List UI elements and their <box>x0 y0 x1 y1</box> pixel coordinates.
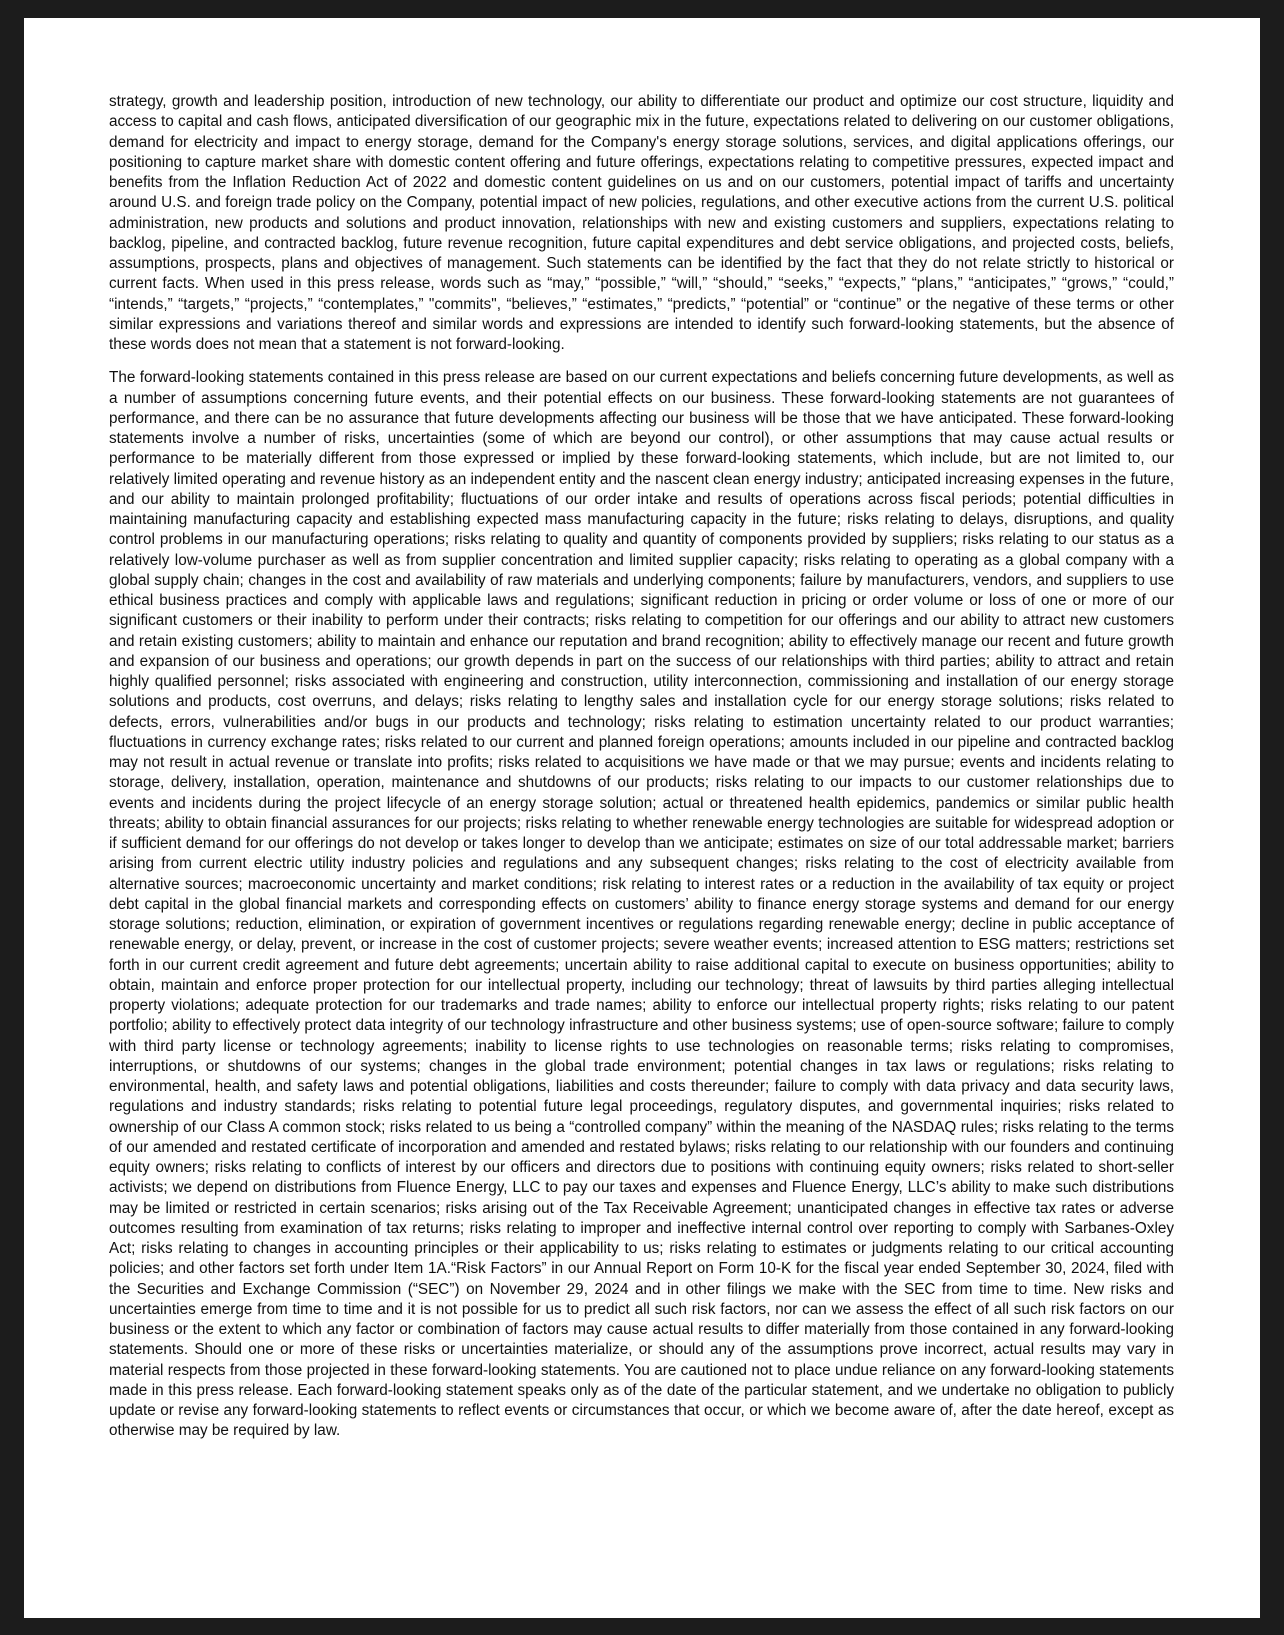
paragraph-forward-looking-risks: The forward-looking statements contained in this press release are based on our current expectations and beliefs concerning future developments, as well as a number of assumptions concerning future events, and their potential effects on our business. These forward-looking statements are not guarantees of performance, and there can be no assurance that future developments affecting our business will be those that we have anticipated. These forward-looking statements involve a number of risks, uncertainties (some of which are beyond our control), or other assumptions that may cause actual results or performance to be materially different from those expressed or implied by these forward-looking statements, which include, but are not limited to, our relatively limited operating and revenue history as an independent entity and the nascent clean energy industry; anticipated increasing expenses in the future, and our ability to maintain prolonged profitability; fluctuations of our order intake and results of operations across fiscal periods; potential difficulties in maintaining manufacturing capacity and establishing expected mass manufacturing capacity in the future; risks relating to delays, disruptions, and quality control problems in our manufacturing operations; risks relating to quality and quantity of components provided by suppliers; risks relating to our status as a relatively low-volume purchaser as well as from supplier concentration and limited supplier capacity; risks relating to operating as a global company with a global supply chain; changes in the cost and availability of raw materials and underlying components; failure by manufacturers, vendors, and suppliers to use ethical business practices and comply with applicable laws and regulations; significant reduction in pricing or order volume or loss of one or more of our significant customers or their inability to perform under their contracts; risks relating to competition for our offerings and our ability to attract new customers and retain existing customers; ability to maintain and enhance our reputation and brand recognition; ability to effectively manage our recent and future growth and expansion of our business and operations; our growth depends in part on the success of our relationships with third parties; ability to attract and retain highly qualified personnel; risks associated with engineering and construction, utility interconnection, commissioning and installation of our energy storage solutions and products, cost overruns, and delays; risks relating to lengthy sales and installation cycle for our energy storage solutions; risks related to defects, errors, vulnerabilities and/or bugs in our products and technology; risks relating to estimation uncertainty related to our product warranties; fluctuations in currency exchange rates; risks related to our current and planned foreign operations; amounts included in our pipeline and contracted backlog may not result in actual revenue or translate into profits; risks related to acquisitions we have made or that we may pursue; events and incidents relating to storage, delivery, installation, operation, maintenance and shutdowns of our products; risks relating to our impacts to our customer relationships due to events and incidents during the project lifecycle of an energy storage solution; actual or threatened health epidemics, pandemics or similar public health threats; ability to obtain financial assurances for our projects; risks relating to whether renewable energy technologies are suitable for widespread adoption or if sufficient demand for our offerings do not develop or takes longer to develop than we anticipate; estimates on size of our total addressable market; barriers arising from current electric utility industry policies and regulations and any subsequent changes; risks relating to the cost of electricity available from alternative sources; macroeconomic uncertainty and market conditions; risk relating to interest rates or a reduction in the availability of tax equity or project debt capital in the global financial markets and corresponding effects on customers’ ability to finance energy storage systems and demand for our energy storage solutions; reduction, elimination, or expiration of government incentives or regulations regarding renewable energy; decline in public acceptance of renewable energy, or delay, prevent, or increase in the cost of customer projects; severe weather events; increased attention to ESG matters; restrictions set forth in our current credit agreement and future debt agreements; uncertain ability to raise additional capital to execute on business opportunities; ability to obtain, maintain and enforce proper protection for our intellectual property, including our technology; threat of lawsuits by third parties alleging intellectual property violations; adequate protection for our trademarks and trade names; ability to enforce our intellectual property rights; risks relating to our patent portfolio; ability to effectively protect data integrity of our technology infrastructure and other business systems; use of open-source software; failure to comply with third party license or technology agreements; inability to license rights to use technologies on reasonable terms; risks relating to compromises, interruptions, or shutdowns of our systems; changes in the global trade environment; potential changes in tax laws or regulations; risks relating to environmental, health, and safety laws and potential obligations, liabilities and costs thereunder; failure to comply with data privacy and data security laws, regulations and industry standards; risks relating to potential future legal proceedings, regulatory disputes, and governmental inquiries; risks related to ownership of our Class A common stock; risks related to us being a “controlled company” within the meaning of the NASDAQ rules; risks relating to the terms of our amended and restated certificate of incorporation and amended and restated bylaws; risks relating to our relationship with our founders and continuing equity owners; risks relating to conflicts of interest by our officers and directors due to positions with continuing equity owners; risks related to short-seller activists; we depend on distributions from Fluence Energy, LLC to pay our taxes and expenses and Fluence Energy, LLC’s ability to make such distributions may be limited or restricted in certain scenarios; risks arising out of the Tax Receivable Agreement; unanticipated changes in effective tax rates or adverse outcomes resulting from examination of tax returns; risks relating to improper and ineffective internal control over reporting to comply with Sarbanes-Oxley Act; risks relating to changes in accounting principles or their applicability to us; risks relating to estimates or judgments relating to our critical accounting policies; and other factors set forth under Item 1A.“Risk Factors” in our Annual Report on Form 10-K for the fiscal year ended September 30, 2024, filed with the Securities and Exchange Commission (“SEC”) on November 29, 2024 and in other filings we make with the SEC from time to time. New risks and uncertainties emerge from time to time and it is not possible for us to predict all such risk factors, nor can we assess the effect of all such risk factors on our business or the extent to which any factor or combination of factors may cause actual results to differ materially from those contained in any forward-looking statements. Should one or more of these risks or uncertainties materialize, or should any of the assumptions prove incorrect, actual results may vary in material respects from those projected in these forward-looking statements. You are cautioned not to place undue reliance on any forward-looking statements made in this press release. Each forward-looking statement speaks only as of the date of the particular statement, and we undertake no obligation to publicly update or revise any forward-looking statements to reflect events or circumstances that occur, or which we become aware of, after the date hereof, except as otherwise may be required by law. <box>109 369 1174 1440</box>
document-page <box>24 18 1260 1618</box>
paragraph-forward-looking-intro: strategy, growth and leadership position, introduction of new technology, our ability to differentiate our product and optimize our cost structure, liquidity and access to capital and cash flows, anticipated diversification of our geographic mix in the future, expectations related to delivering on our customer obligations, demand for electricity and impact to energy storage, demand for the Company's energy storage solutions, services, and digital applications offerings, our positioning to capture market share with domestic content offering and future offerings, expectations relating to competitive pressures, expected impact and benefits from the Inflation Reduction Act of 2022 and domestic content guidelines on us and on our customers, potential impact of tariffs and uncertainty around U.S. and foreign trade policy on the Company, potential impact of new policies, regulations, and other executive actions from the current U.S. political administration, new products and solutions and product innovation, relationships with new and existing customers and suppliers, expectations relating to backlog, pipeline, and contracted backlog, future revenue recognition, future capital expenditures and debt service obligations, and projected costs, beliefs, assumptions, prospects, plans and objectives of management. Such statements can be identified by the fact that they do not relate strictly to historical or current facts. When used in this press release, words such as “may,” “possible,” “will,” “should,” “seeks,” “expects,” “plans,” “anticipates,” “grows,” “could,” “intends,” “targets,” “projects,” “contemplates,” "commits", “believes,” “estimates,” “predicts,” “potential” or “continue” or the negative of these terms or other similar expressions and variations thereof and similar words and expressions are intended to identify such forward-looking statements, but the absence of these words does not mean that a statement is not forward-looking. <box>109 93 1174 353</box>
